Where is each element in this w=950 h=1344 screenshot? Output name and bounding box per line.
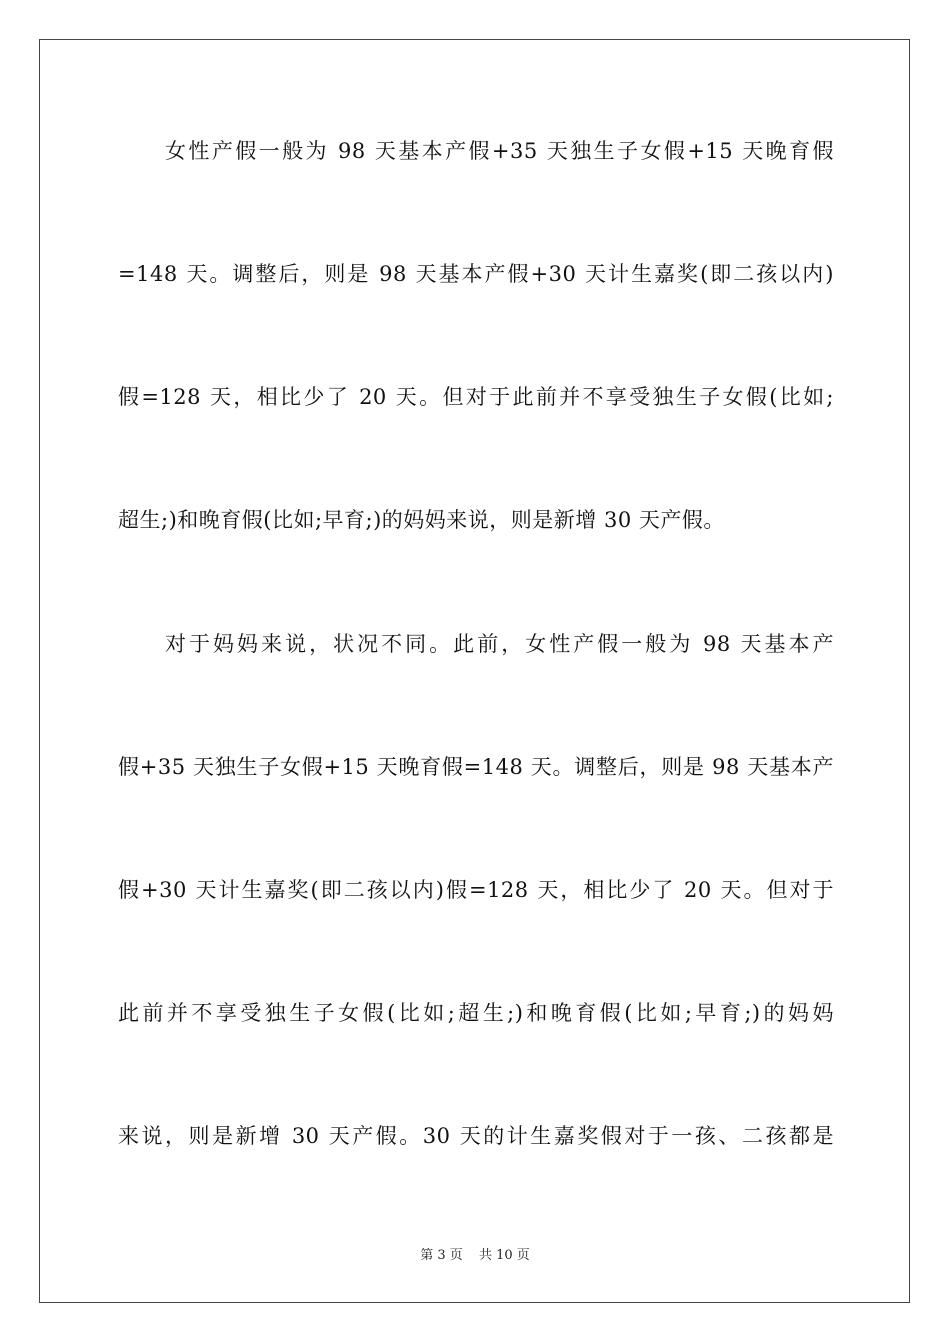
paragraph-2-line-5: 来说，则是新增 30 天产假。30 天的计生嘉奖假对于一孩、二孩都是 xyxy=(118,1124,834,1148)
paragraph-2-line-4: 此前并不享受独生子女假(比如;超生;)和晚育假(比如;早育;)的妈妈 xyxy=(118,1001,834,1025)
page-number: 第 3 页 xyxy=(420,1248,463,1263)
page-total: 共 10 页 xyxy=(478,1248,530,1263)
paragraph-2-line-3: 假+30 天计生嘉奖(即二孩以内)假=128 天，相比少了 20 天。但对于 xyxy=(118,878,834,902)
page-frame xyxy=(39,39,910,1303)
paragraph-2-line-2: 假+35 天独生子女假+15 天晚育假=148 天。调整后，则是 98 天基本产 xyxy=(118,755,834,779)
paragraph-1-line-2: =148 天。调整后，则是 98 天基本产假+30 天计生嘉奖(即二孩以内) xyxy=(118,262,834,286)
page-footer xyxy=(0,1247,950,1265)
paragraph-2-line-1: 对于妈妈来说，状况不同。此前，女性产假一般为 98 天基本产 xyxy=(165,632,834,656)
paragraph-1-line-1: 女性产假一般为 98 天基本产假+35 天独生子女假+15 天晚育假 xyxy=(165,139,834,163)
paragraph-1-line-3: 假=128 天，相比少了 20 天。但对于此前并不享受独生子女假(比如; xyxy=(118,385,834,409)
paragraph-1-line-4: 超生;)和晚育假(比如;早育;)的妈妈来说，则是新增 30 天产假。 xyxy=(118,508,725,532)
